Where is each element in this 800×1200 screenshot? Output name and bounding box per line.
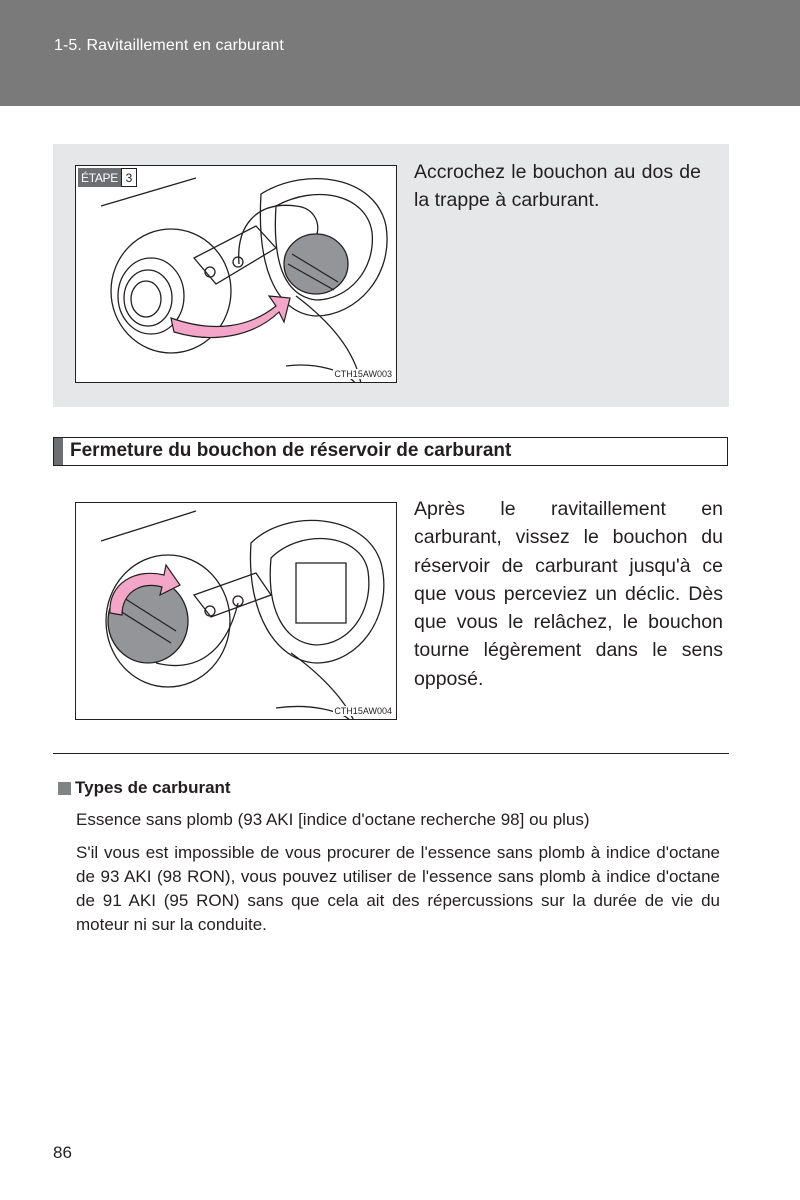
section-bar	[54, 438, 63, 465]
figure-hang-fuel-cap	[75, 165, 397, 383]
figure-code: CTH15AW003	[334, 369, 392, 379]
section-title: Fermeture du bouchon de réservoir de carburant	[70, 440, 512, 461]
page-header	[0, 0, 800, 106]
fuel-door-illustration	[76, 166, 397, 383]
page-number: 86	[53, 1143, 72, 1162]
divider	[53, 753, 729, 754]
section-breadcrumb: 1-5. Ravitaillement en carburant	[54, 37, 284, 54]
step-number: 3	[121, 168, 137, 187]
step-instruction: Accrochez le bouchon au dos de la trappe à carburant.	[414, 161, 701, 212]
square-bullet-icon	[58, 782, 71, 795]
fuel-types-heading-text: Types de carburant	[75, 778, 231, 797]
fuel-types-heading	[58, 778, 231, 798]
fuel-types-para-2: S'il vous est impossible de vous procurer de l'essence sans plomb à indice d'octane de 93 AKI (98 RON), vous pouvez utiliser de l'essence sans plomb à indice d'octane de 91 AKI (95 RON) sans que cela ait des répercussions sur la durée de vie du moteur ni sur la conduite.	[76, 843, 720, 934]
figure-code: CTH15AW004	[334, 706, 392, 716]
fuel-cap-tightening-illustration	[76, 503, 397, 720]
fuel-types-para-1: Essence sans plomb (93 AKI [indice d'octane recherche 98] ou plus)	[76, 810, 590, 829]
step-indicator	[78, 168, 137, 187]
section-title-box	[53, 437, 728, 466]
closing-instruction: Après le ravitaillement en carburant, vissez le bouchon du réservoir de carburant jusqu'à ce que vous perceviez un déclic. Dès que vous le relâchez, le bouchon tourne légèrement dans le sens opposé.	[414, 498, 723, 690]
step-word: ÉTAPE	[78, 168, 121, 187]
figure-tighten-fuel-cap	[75, 502, 397, 720]
